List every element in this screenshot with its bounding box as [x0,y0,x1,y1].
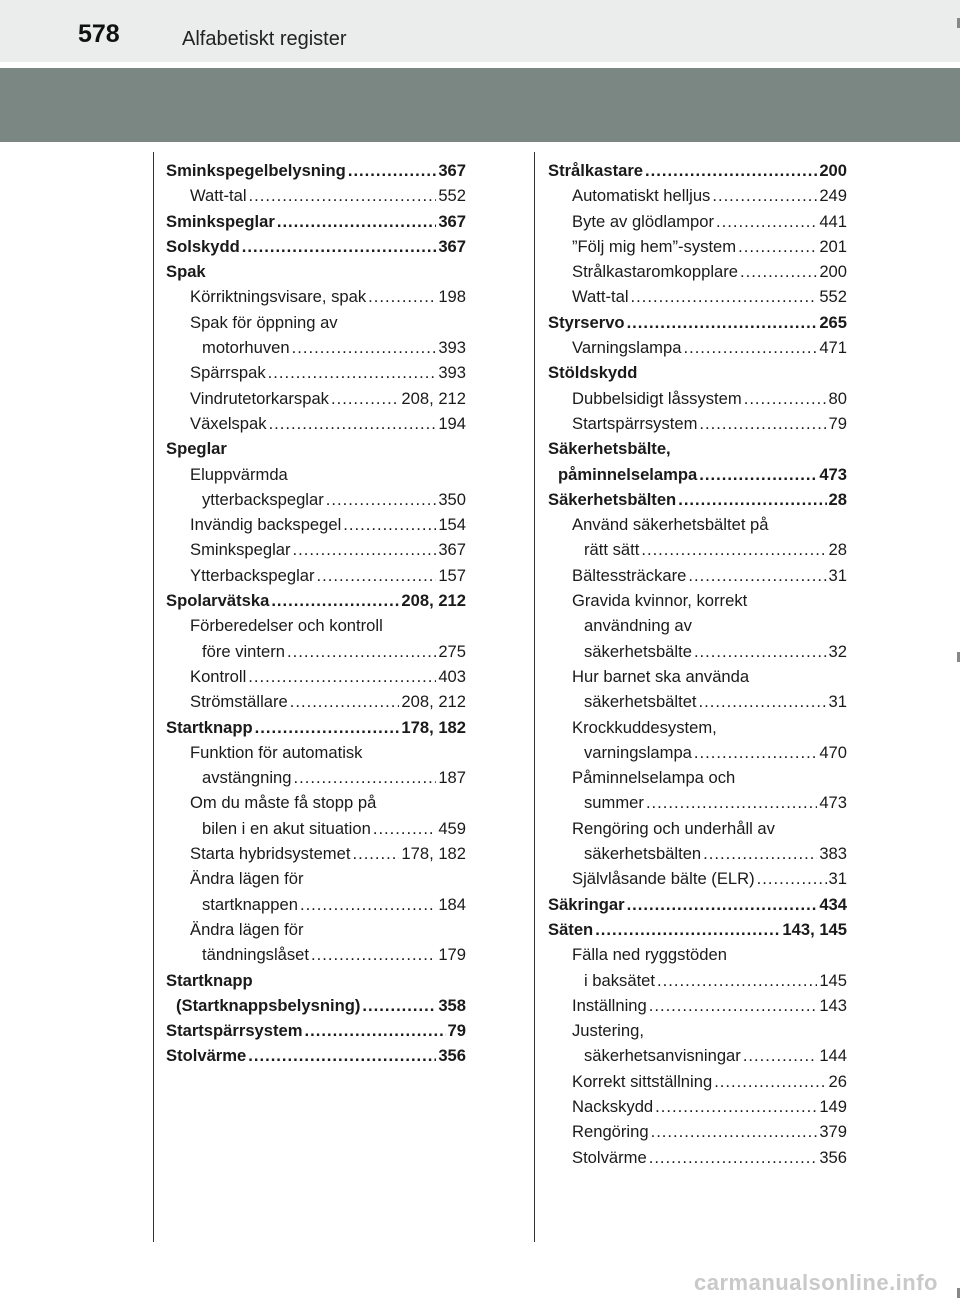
page-reference: 265 [819,312,847,332]
page-reference: 473 [819,464,847,484]
leader-dots [646,790,817,815]
page-reference: 157 [438,565,466,585]
leader-dots [290,689,400,714]
page-reference: 31 [828,869,847,889]
index-subentry [166,183,466,208]
index-entry [548,462,847,487]
entry-term: Byte av glödlampor [572,211,715,231]
index-entry [166,1018,466,1043]
leader-dots [655,1094,817,1119]
page-reference: 459 [438,818,466,838]
leader-dots [348,158,436,183]
entry-term: Solskydd [166,236,240,256]
entry-term: Gravida kvinnor, korrekt [572,591,748,611]
index-subentry [548,1119,847,1144]
leader-dots [311,942,436,967]
leader-dots [651,1119,818,1144]
leader-dots [292,335,437,360]
page-reference: 194 [438,413,466,433]
page-reference: 198 [438,287,466,307]
leader-dots [248,664,436,689]
leader-dots [699,689,827,714]
entry-term: Spärrspak [190,363,266,383]
page-reference: 31 [828,692,847,712]
leader-dots [712,183,817,208]
leader-dots [703,841,817,866]
leader-dots [326,487,437,512]
entry-term: Invändig backspegel [190,515,342,535]
entry-term: Spolarvätska [166,591,270,611]
leader-dots [343,512,436,537]
page-reference: 383 [819,844,847,864]
leader-dots [631,284,818,309]
page-reference: 356 [438,1046,466,1066]
entry-term: Spak för öppning av [190,312,338,332]
index-subentry [548,411,847,436]
page-reference: 393 [438,338,466,358]
index-column-right [548,158,847,1170]
index-subentry [548,866,847,891]
index-subentry [548,765,847,790]
index-subentry [166,664,466,689]
leader-dots [268,360,437,385]
leader-dots [269,411,437,436]
leader-dots [683,335,817,360]
entry-term: Bältessträckare [572,565,687,585]
leader-dots [743,1043,818,1068]
page-reference: 367 [438,211,466,231]
entry-term: Självlåsande bälte (ELR) [572,869,755,889]
entry-term: startknappen [202,894,298,914]
page-reference: 350 [438,489,466,509]
index-subentry [548,968,847,993]
entry-term: Stolvärme [572,1147,647,1167]
leader-dots [352,841,399,866]
index-subentry [548,335,847,360]
leader-dots [373,816,436,841]
page-reference: 358 [438,995,466,1015]
entry-term: Nackskydd [572,1096,654,1116]
column-divider-left [153,152,154,1242]
entry-term: Ändra lägen för [190,869,304,889]
index-entry [166,588,466,613]
entry-term: Varningslampa [572,338,682,358]
page-reference: 143 [819,995,847,1015]
index-entry [548,917,847,942]
index-subentry [166,942,466,967]
page-reference: 145 [819,970,847,990]
index-subentry [548,790,847,815]
entry-term: Korrekt sittställning [572,1071,713,1091]
entry-term: Dubbelsidigt låssystem [572,388,742,408]
entry-term: Körriktningsvisare, spak [190,287,367,307]
leader-dots [694,740,817,765]
index-entry [166,993,466,1018]
leader-dots [738,234,817,259]
index-subentry [548,1018,847,1043]
entry-term: Vindrutetorkarspak [190,388,329,408]
page-reference: 201 [819,236,847,256]
index-entry [548,436,847,461]
page-reference: 208, 212 [401,692,466,712]
leader-dots [294,765,437,790]
index-entry [166,1043,466,1068]
page-reference: 552 [819,287,847,307]
page-reference: 552 [438,186,466,206]
entry-term: (Startknappsbelysning) [176,995,361,1015]
leader-dots [694,639,827,664]
index-entry [166,259,466,284]
leader-dots [305,1018,446,1043]
watermark: carmanualsonline.info [694,1270,938,1295]
index-subentry [548,689,847,714]
entry-term: Stöldskydd [548,363,638,383]
leader-dots [678,487,826,512]
leader-dots [248,1043,436,1068]
entry-term: varningslampa [584,742,692,762]
index-subentry [166,386,466,411]
index-subentry [548,816,847,841]
entry-term: Växelspak [190,413,267,433]
entry-term: Startknapp [166,970,253,990]
entry-term: Startspärrsystem [572,413,698,433]
page-reference: 187 [438,768,466,788]
entry-term: användning av [584,616,692,636]
index-subentry [548,563,847,588]
entry-term: Säkerhetsbälten [548,489,677,509]
leader-dots [649,1145,818,1170]
leader-dots [699,462,817,487]
entry-term: avstängning [202,768,292,788]
index-entry [166,436,466,461]
index-subentry [548,613,847,638]
entry-term: Speglar [166,439,227,459]
page-reference: 275 [438,641,466,661]
index-subentry [548,1043,847,1068]
entry-term: i baksätet [584,970,656,990]
entry-term: säkerhetsbälten [584,844,702,864]
entry-term: Kontroll [190,666,247,686]
leader-dots [744,386,827,411]
index-subentry [548,993,847,1018]
leader-dots [595,917,780,942]
index-column-left [166,158,466,1069]
index-subentry [548,715,847,740]
entry-term: rätt sätt [584,540,640,560]
entry-term: ytterbackspeglar [202,489,324,509]
leader-dots [688,563,826,588]
page-reference: 470 [819,742,847,762]
page-reference: 367 [438,236,466,256]
page-reference: 200 [819,262,847,282]
entry-term: Automatiskt helljus [572,186,711,206]
entry-term: Förberedelser och kontroll [190,616,383,636]
index-subentry [166,639,466,664]
index-subentry [548,664,847,689]
column-divider-middle [534,152,535,1242]
page-reference: 144 [819,1046,847,1066]
entry-term: Starta hybridsystemet [190,844,351,864]
entry-term: Säten [548,919,594,939]
entry-term: före vintern [202,641,286,661]
index-subentry [166,866,466,891]
index-entry [548,158,847,183]
page-reference: 178, 182 [401,844,466,864]
leader-dots [641,537,826,562]
page-reference: 31 [828,565,847,585]
leader-dots [287,639,436,664]
page-reference: 393 [438,363,466,383]
leader-dots [293,537,437,562]
page-reference: 143, 145 [782,919,847,939]
page-number: 578 [78,20,120,48]
page-reference: 79 [828,413,847,433]
index-subentry [548,234,847,259]
entry-term: motorhuven [202,338,290,358]
entry-term: Funktion för automatisk [190,742,363,762]
header-bar [0,0,960,62]
entry-term: Watt-tal [190,186,247,206]
page-reference: 154 [438,515,466,535]
leader-dots [757,866,827,891]
index-subentry [166,411,466,436]
page-reference: 184 [438,894,466,914]
leader-dots [242,234,437,259]
page-reference: 473 [819,793,847,813]
entry-term: Hur barnet ska använda [572,666,750,686]
index-subentry [548,209,847,234]
index-entry [548,360,847,385]
index-subentry [548,1094,847,1119]
index-subentry [166,841,466,866]
entry-term: ”Följ mig hem”-system [572,236,737,256]
entry-term: Stolvärme [166,1046,247,1066]
entry-term: Ändra lägen för [190,919,304,939]
index-subentry [166,689,466,714]
entry-term: Watt-tal [572,287,629,307]
entry-term: Använd säkerhetsbältet på [572,515,769,535]
entry-term: Sminkspegelbelysning [166,161,346,180]
entry-term: Ytterbackspeglar [190,565,315,585]
index-subentry [166,740,466,765]
index-entry [166,968,466,993]
index-subentry [548,537,847,562]
page-reference: 200 [819,161,847,180]
header-band [0,68,960,142]
page-reference: 356 [819,1147,847,1167]
page-reference: 179 [438,945,466,965]
leader-dots [271,588,399,613]
entry-term: Fälla ned ryggstöden [572,945,727,965]
entry-term: tändningslåset [202,945,310,965]
index-subentry [166,892,466,917]
entry-term: Om du måste få stopp på [190,793,377,813]
index-subentry [548,512,847,537]
entry-term: Krockkuddesystem, [572,717,717,737]
leader-dots [277,209,436,234]
entry-term: Säkringar [548,894,625,914]
page-reference: 434 [819,894,847,914]
entry-term: Rengöring [572,1122,649,1142]
index-subentry [166,765,466,790]
leader-dots [699,411,826,436]
index-entry [548,310,847,335]
entry-term: Startspärrsystem [166,1021,303,1041]
page-reference: 208, 212 [401,591,466,611]
index-subentry [166,537,466,562]
leader-dots [249,183,437,208]
index-subentry [166,487,466,512]
leader-dots [300,892,436,917]
index-subentry [166,816,466,841]
page-reference: 28 [828,540,847,560]
index-subentry [548,183,847,208]
page-reference: 471 [819,338,847,358]
entry-term: säkerhetsbältet [584,692,697,712]
page-reference: 79 [447,1021,466,1041]
leader-dots [714,1069,826,1094]
entry-term: Justering, [572,1021,644,1041]
page-reference: 80 [828,388,847,408]
entry-term: Spak [166,262,206,282]
index-subentry [548,588,847,613]
entry-term: Startknapp [166,717,253,737]
index-subentry [548,259,847,284]
index-subentry [166,563,466,588]
entry-term: Strålkastaromkopplare [572,262,739,282]
page-reference: 208, 212 [401,388,466,408]
index-subentry [548,740,847,765]
index-subentry [548,639,847,664]
leader-dots [627,892,818,917]
entry-term: Strömställare [190,692,288,712]
index-subentry [166,462,466,487]
index-subentry [548,386,847,411]
index-entry [166,158,466,183]
index-entry [166,715,466,740]
leader-dots [362,993,436,1018]
entry-term: Sminkspeglar [166,211,275,231]
page-reference: 367 [438,161,466,180]
leader-dots [317,563,437,588]
entry-term: påminnelselampa [558,464,698,484]
leader-dots [716,209,817,234]
leader-dots [657,968,817,993]
index-entry [166,209,466,234]
entry-term: Styrservo [548,312,625,332]
entry-term: Påminnelselampa och [572,768,736,788]
index-entry [166,234,466,259]
page-reference: 28 [828,489,847,509]
page-reference: 367 [438,540,466,560]
page-reference: 441 [819,211,847,231]
leader-dots [649,993,818,1018]
leader-dots [645,158,817,183]
entry-term: Strålkastare [548,161,644,180]
page-reference: 149 [819,1096,847,1116]
index-subentry [166,310,466,335]
index-subentry [166,335,466,360]
page-reference: 403 [438,666,466,686]
leader-dots [255,715,400,740]
page-reference: 26 [828,1071,847,1091]
entry-term: Sminkspeglar [190,540,291,560]
entry-term: Eluppvärmda [190,464,288,484]
index-subentry [548,942,847,967]
index-entry [548,487,847,512]
entry-term: Rengöring och underhåll av [572,818,775,838]
index-subentry [166,360,466,385]
index-subentry [548,841,847,866]
leader-dots [740,259,817,284]
index-subentry [166,790,466,815]
entry-term: summer [584,793,644,813]
entry-term: säkerhetsanvisningar [584,1046,741,1066]
page-reference: 249 [819,186,847,206]
index-subentry [166,284,466,309]
entry-term: bilen i en akut situation [202,818,371,838]
index-subentry [166,512,466,537]
index-subentry [548,1069,847,1094]
page-reference: 379 [819,1122,847,1142]
entry-term: Inställning [572,995,647,1015]
page-reference: 178, 182 [401,717,466,737]
index-subentry [166,613,466,638]
index-subentry [548,1145,847,1170]
leader-dots [368,284,436,309]
section-title: Alfabetiskt register [182,28,347,50]
leader-dots [331,386,399,411]
page-reference: 32 [828,641,847,661]
index-subentry [548,284,847,309]
leader-dots [627,310,818,335]
entry-term: säkerhetsbälte [584,641,692,661]
index-entry [548,892,847,917]
entry-term: Säkerhetsbälte, [548,439,671,459]
index-subentry [166,917,466,942]
